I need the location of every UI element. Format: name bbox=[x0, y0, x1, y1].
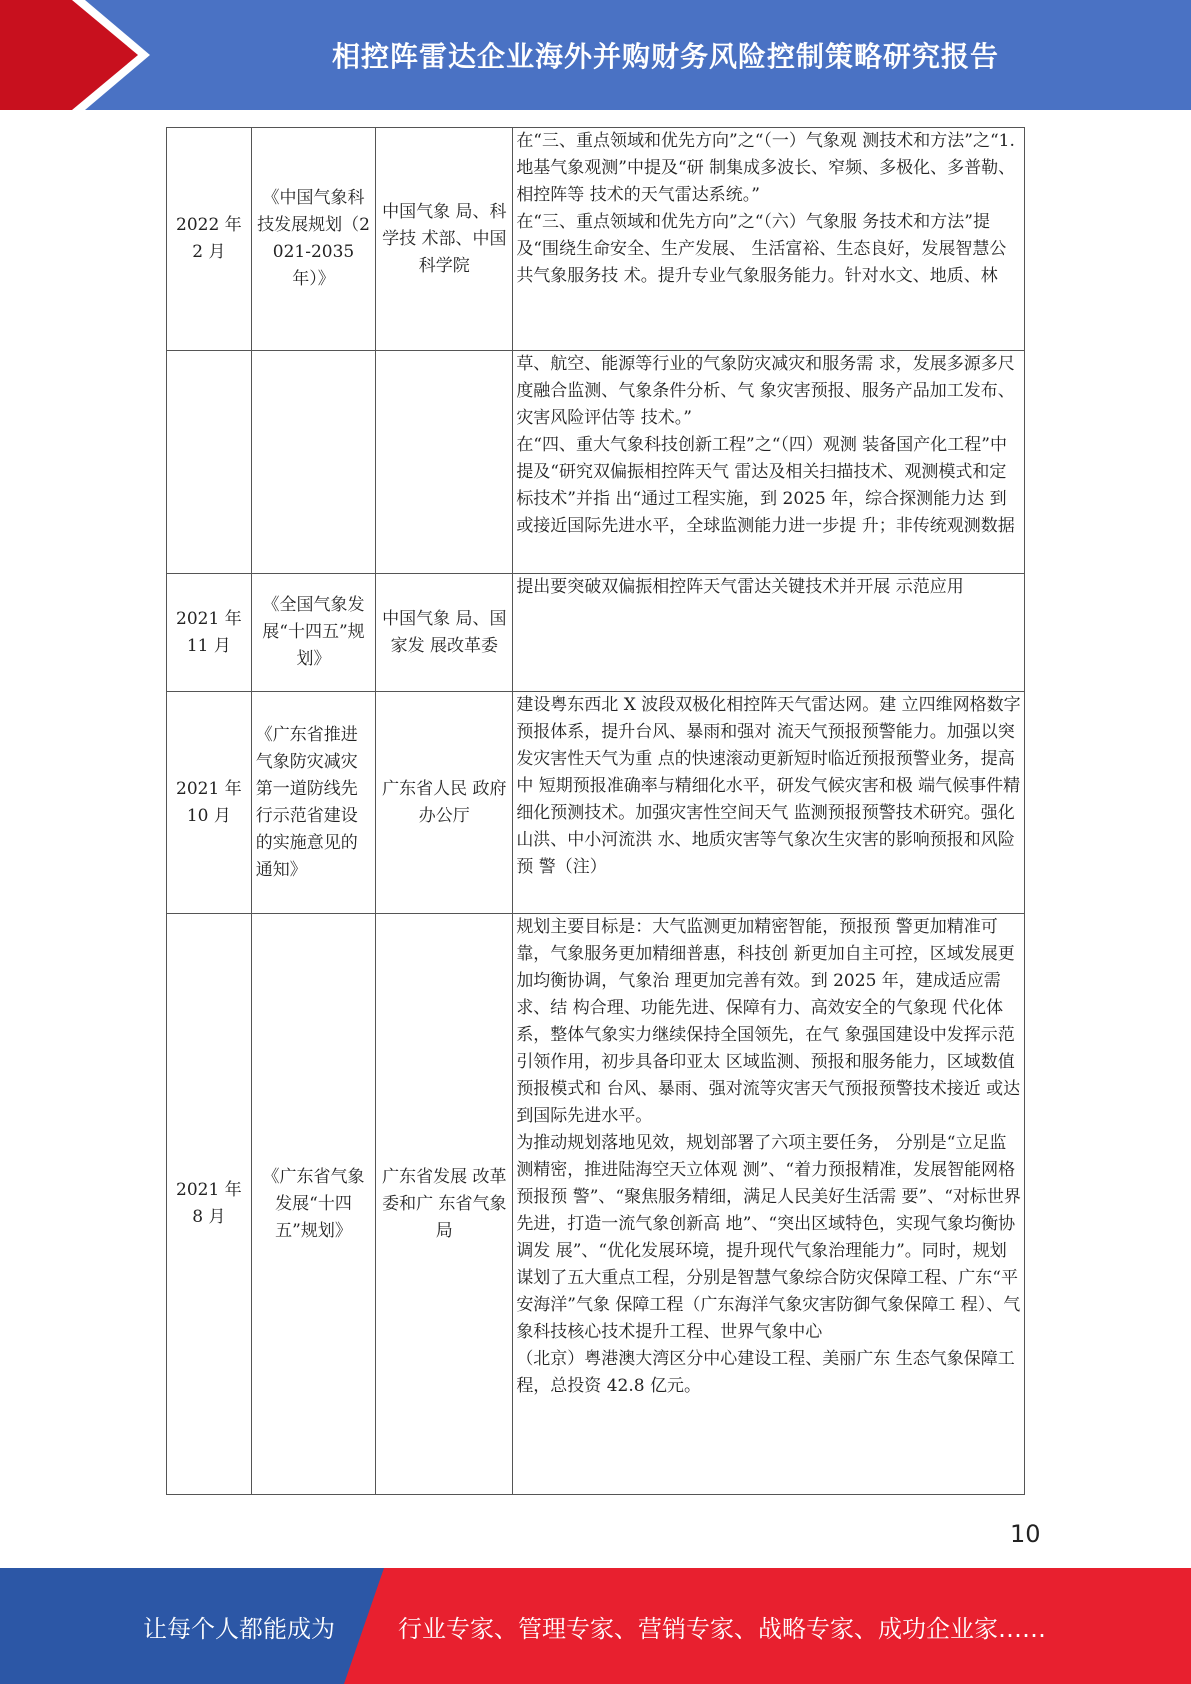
content-paragraph: 为推动规划落地见效，规划部署了六项主要任务， 分别是“立足监测精密，推进陆海空天立体观 测”、“着力预报精准，发展智能网格预报预 警”、“聚焦服务精细，满足人民美好生活需 要”、“对标世界先进，打造一流气象创新高 地”、“突出区域特色，实现气象均衡协调发 展”、“优化发展环境，提升现代气象治理能力”。同时，规划谋划了五大重点工程，分别是智慧气象综合防灾保障工程、广东“平安海洋”气象 保障工程（广东海洋气象灾害防御气象保障工 程）、气象科技核心技术提升工程、世界气象中心 bbox=[516, 1133, 1021, 1342]
date-cell bbox=[167, 351, 252, 574]
department-cell: 广东省发展 改革委和广 东省气象局 bbox=[376, 914, 513, 1495]
page-header bbox=[0, 0, 1191, 110]
report-title: 相控阵雷达企业海外并购财务风险控制策略研究报告 bbox=[331, 40, 999, 73]
department-cell bbox=[376, 351, 513, 574]
page-footer bbox=[0, 1568, 1191, 1684]
content-paragraph: （北京）粤港澳大湾区分中心建设工程、美丽广东 生态气象保障工程，总投资 42.8 亿元。 bbox=[516, 1349, 1015, 1396]
date-cell: 2022 年 2 月 bbox=[167, 128, 252, 351]
policy-name-cell: 《全国气象发展“十四五”规划》 bbox=[251, 574, 376, 692]
content-paragraph: 提出要突破双偏振相控阵天气雷达关键技术并开展 示范应用 bbox=[516, 577, 964, 597]
content-paragraph: 在“三、重点领域和优先方向”之“（一）气象观 测技术和方法”之“1.地基气象观测”中提及“研 制集成多波长、窄频、多极化、多普勒、相控阵等 技术的天气雷达系统。” bbox=[516, 131, 1016, 205]
content-cell bbox=[513, 914, 1025, 1495]
footer-slogan-left: 让每个人都能成为 bbox=[143, 1614, 335, 1643]
policy-name-cell: 《广东省推进气象防灾减灾第一道防线先行示范省建设的实施意见的通知》 bbox=[251, 692, 376, 914]
content-paragraph: 在“四、重大气象科技创新工程”之“（四）观测 装备国产化工程”中提及“研究双偏振相控阵天气 雷达及相关扫描技术、观测模式和定标技术”并指 出“通过工程实施，到 2025 年，综合探测能力达 到或接近国际先进水平，全球监测能力进一步提 升；非传统观测数据 bbox=[516, 435, 1015, 536]
content-cell bbox=[513, 692, 1025, 914]
table-row bbox=[167, 574, 1025, 692]
table-row bbox=[167, 914, 1025, 1495]
content-cell bbox=[513, 128, 1025, 351]
table-row bbox=[167, 351, 1025, 574]
department-cell: 广东省人民 政府办公厅 bbox=[376, 692, 513, 914]
department-cell: 中国气象 局、国家发 展改革委 bbox=[376, 574, 513, 692]
date-cell: 2021 年 8 月 bbox=[167, 914, 252, 1495]
table-row bbox=[167, 692, 1025, 914]
footer-slogan-right: 行业专家、管理专家、营销专家、战略专家、成功企业家…… bbox=[398, 1614, 1046, 1643]
content-paragraph: 在“三、重点领域和优先方向”之“（六）气象服 务技术和方法”提及“围绕生命安全、生产发展、 生活富裕、生态良好，发展智慧公共气象服务技 术。提升专业气象服务能力。针对水文、地质、林 bbox=[516, 212, 1007, 286]
policy-name-cell bbox=[251, 351, 376, 574]
table-row bbox=[167, 128, 1025, 351]
date-cell: 2021 年 11 月 bbox=[167, 574, 252, 692]
content-paragraph: 规划主要目标是：大气监测更加精密智能，预报预 警更加精准可靠，气象服务更加精细普惠，科技创 新更加自主可控，区域发展更加均衡协调，气象治 理更加完善有效。到 2025 年，建成适应需求、结 构合理、功能先进、保障有力、高效安全的气象现 代化体系，整体气象实力继续保持全国领先，在气 象强国建设中发挥示范引领作用，初步具备印亚太 区域监测、预报和服务能力，区域数值预报模式和 台风、暴雨、强对流等灾害天气预报预警技术接近 或达到国际先进水平。 bbox=[516, 917, 1021, 1126]
policy-table bbox=[166, 127, 1025, 1495]
department-cell: 中国气象 局、科学技 术部、中国 科学院 bbox=[376, 128, 513, 351]
content-paragraph: 草、航空、能源等行业的气象防灾减灾和服务需 求，发展多源多尺度融合监测、气象条件分析、气 象灾害预报、服务产品加工发布、灾害风险评估等 技术。” bbox=[516, 354, 1015, 428]
page-number: 10 bbox=[1010, 1520, 1041, 1548]
content-cell bbox=[513, 574, 1025, 692]
date-cell: 2021 年 10 月 bbox=[167, 692, 252, 914]
policy-name-cell: 《广东省气象发展“十四五”规划》 bbox=[251, 914, 376, 1495]
content-paragraph: 建设粤东西北 X 波段双极化相控阵天气雷达网。建 立四维网格数字预报体系，提升台风、暴雨和强对 流天气预报预警能力。加强以突发灾害性天气为重 点的快速滚动更新短时临近预报预警业务，提高中 短期预报准确率与精细化水平，研发气候灾害和极 端气候事件精细化预测技术。加强灾害性空间天气 监测预报预警技术研究。强化山洪、中小河流洪 水、地质灾害等气象次生灾害的影响预报和风险预 警（注） bbox=[516, 695, 1021, 877]
header-chevron-red-decoration bbox=[0, 0, 138, 110]
content-cell bbox=[513, 351, 1025, 574]
policy-name-cell: 《中国气象科技发展规划（2021-2035 年）》 bbox=[251, 128, 376, 351]
